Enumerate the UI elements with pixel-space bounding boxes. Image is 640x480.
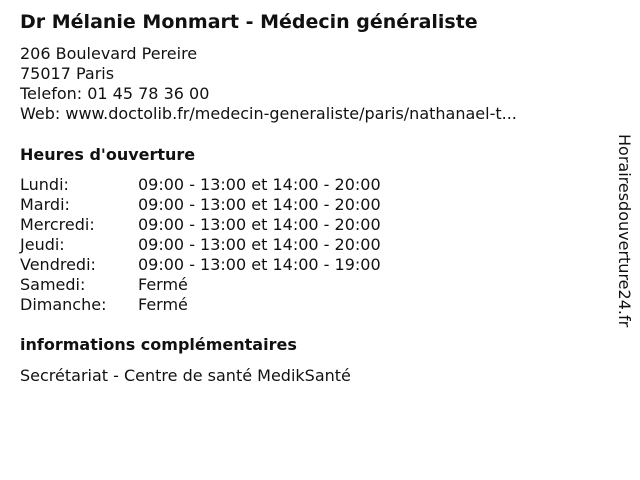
hours-time: Fermé bbox=[138, 295, 188, 314]
hours-row-vendredi bbox=[20, 255, 381, 275]
hours-row-mercredi bbox=[20, 215, 381, 235]
address-phone[interactable]: Telefon: 01 45 78 36 00 bbox=[20, 84, 210, 103]
hours-heading: Heures d'ouverture bbox=[20, 145, 196, 164]
hours-day: Jeudi: bbox=[20, 235, 65, 254]
address-web-link[interactable]: Web: www.doctolib.fr/medecin-generaliste/paris/nathanael-t... bbox=[20, 104, 517, 123]
hours-table bbox=[20, 175, 381, 315]
hours-day: Samedi: bbox=[20, 275, 86, 294]
hours-time: 09:00 - 13:00 et 14:00 - 20:00 bbox=[138, 235, 381, 254]
hours-row-dimanche bbox=[20, 295, 381, 315]
hours-day: Mercredi: bbox=[20, 215, 95, 234]
address-street: 206 Boulevard Pereire bbox=[20, 44, 198, 63]
hours-time: Fermé bbox=[138, 275, 188, 294]
hours-time: 09:00 - 13:00 et 14:00 - 20:00 bbox=[138, 175, 381, 194]
hours-row-lundi bbox=[20, 175, 381, 195]
hours-day: Lundi: bbox=[20, 175, 69, 194]
info-text: Secrétariat - Centre de santé MedikSanté bbox=[20, 366, 351, 385]
hours-row-samedi bbox=[20, 275, 381, 295]
hours-time: 09:00 - 13:00 et 14:00 - 20:00 bbox=[138, 215, 381, 234]
address-block bbox=[20, 44, 517, 124]
page-title: Dr Mélanie Monmart - Médecin généraliste bbox=[20, 11, 478, 33]
hours-day: Vendredi: bbox=[20, 255, 96, 274]
brand-watermark: Horairesdouverture24.fr bbox=[615, 134, 634, 328]
hours-day: Dimanche: bbox=[20, 295, 107, 314]
address-city: 75017 Paris bbox=[20, 64, 115, 83]
hours-row-mardi bbox=[20, 195, 381, 215]
hours-day: Mardi: bbox=[20, 195, 70, 214]
info-heading: informations complémentaires bbox=[20, 335, 297, 354]
hours-time: 09:00 - 13:00 et 14:00 - 20:00 bbox=[138, 195, 381, 214]
hours-row-jeudi bbox=[20, 235, 381, 255]
hours-time: 09:00 - 13:00 et 14:00 - 19:00 bbox=[138, 255, 381, 274]
